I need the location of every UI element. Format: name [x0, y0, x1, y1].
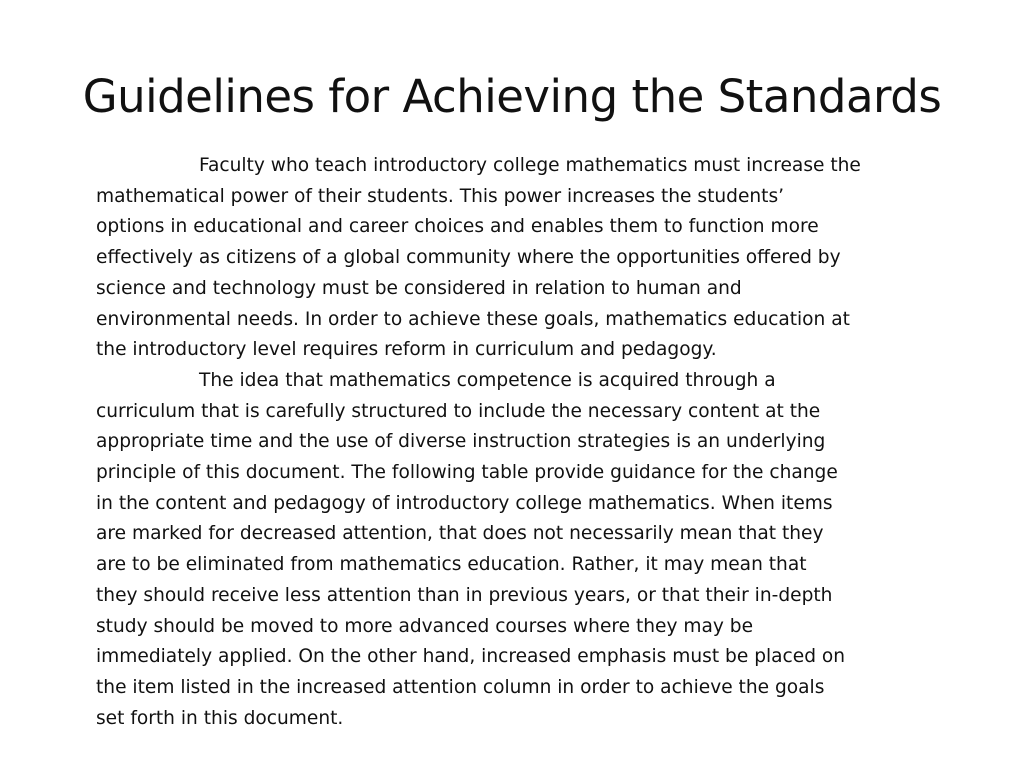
paragraph-line: the introductory level requires reform in curriculum and pedagogy. — [96, 339, 717, 361]
paragraph-line: in the content and pedagogy of introductory college mathematics. When items — [96, 492, 833, 514]
paragraph-line: options in educational and career choices and enables them to function more — [96, 216, 819, 238]
slide-body — [96, 151, 944, 734]
paragraph-line: the item listed in the increased attention column in order to achieve the goals — [96, 676, 825, 698]
paragraph-line: appropriate time and the use of diverse instruction strategies is an underlying — [96, 431, 826, 453]
paragraph-line: Faculty who teach introductory college mathematics must increase the — [199, 155, 861, 176]
paragraph-line: are to be eliminated from mathematics education. Rather, it may mean that — [96, 554, 807, 576]
paragraph-line: immediately applied. On the other hand, increased emphasis must be placed on — [96, 646, 846, 668]
slide-title: Guidelines for Achieving the Standards — [82, 70, 942, 123]
paragraph-line: mathematical power of their students. This power increases the students’ — [96, 185, 785, 207]
paragraph-line: study should be moved to more advanced courses where they may be — [96, 615, 754, 637]
paragraph-line: curriculum that is carefully structured to include the necessary content at the — [96, 400, 821, 422]
paragraph-line: environmental needs. In order to achieve these goals, mathematics education at — [96, 308, 850, 330]
paragraph-line: science and technology must be considered in relation to human and — [96, 277, 742, 299]
paragraph-line: The idea that mathematics competence is acquired through a — [199, 369, 776, 391]
paragraph-line: principle of this document. The following table provide guidance for the change — [96, 462, 838, 484]
paragraph-1 — [96, 151, 944, 366]
paragraph-line: are marked for decreased attention, that does not necessarily mean that they — [96, 523, 824, 545]
paragraph-line: set forth in this document. — [96, 707, 344, 729]
paragraph-line: effectively as citizens of a global community where the opportunities offered by — [96, 247, 841, 269]
paragraph-line: they should receive less attention than in previous years, or that their in-depth — [96, 584, 833, 606]
paragraph-2 — [96, 366, 944, 734]
